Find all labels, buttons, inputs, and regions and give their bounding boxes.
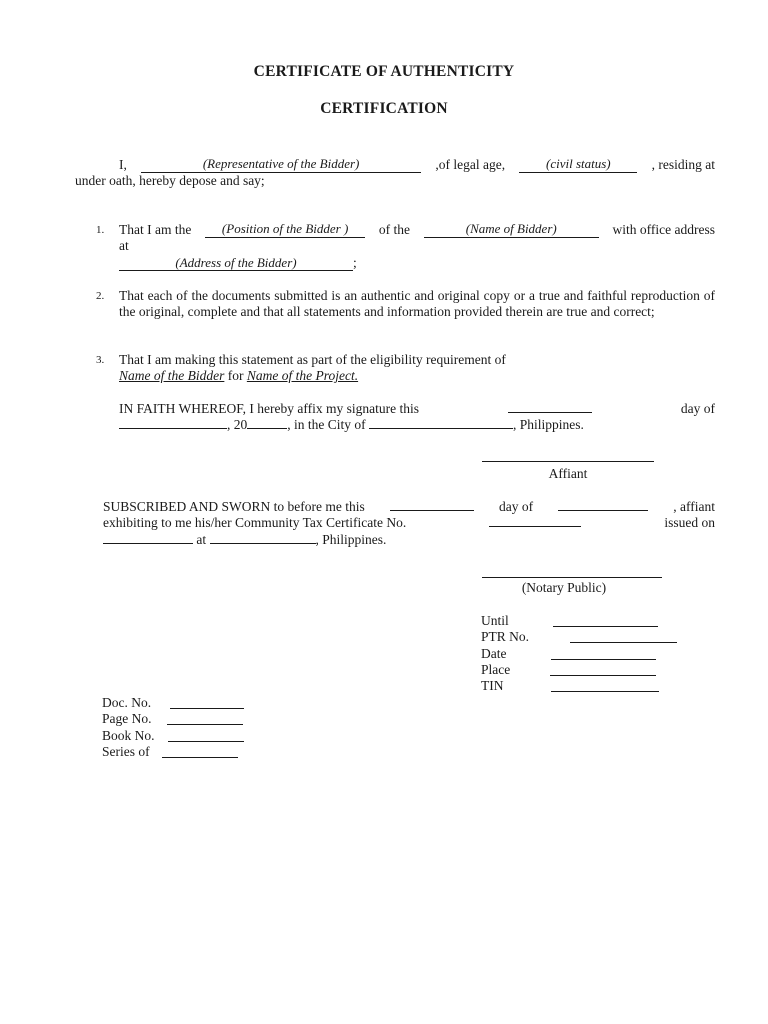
sworn-end: , Philippines.	[315, 531, 387, 547]
series-of-blank[interactable]	[162, 757, 238, 758]
item-3-for: for	[227, 368, 244, 384]
faith-day-of: day of	[680, 401, 715, 416]
affiant-signature-line[interactable]	[482, 461, 654, 462]
intro-line-2: under oath, hereby depose and say;	[75, 173, 265, 189]
sworn-text-b: exhibiting to me his/her Community Tax Certificate No.	[103, 515, 407, 531]
ctc-number-blank[interactable]	[489, 515, 581, 527]
item-1-end: ;	[353, 254, 357, 270]
doc-field-label: Page No.	[102, 711, 152, 726]
page-no-blank[interactable]	[167, 724, 243, 725]
signature-year-blank[interactable]	[247, 417, 287, 429]
notary-field-label: Date	[481, 646, 507, 661]
ctc-date-blank[interactable]	[103, 532, 193, 544]
ctc-place-blank[interactable]	[210, 532, 316, 544]
intro-legal-age: ,of legal age,	[435, 157, 506, 172]
signature-month-blank[interactable]	[119, 417, 227, 429]
doc-field-label: Book No.	[102, 728, 155, 743]
doc-field-book-no	[102, 728, 155, 744]
sworn-month-blank[interactable]	[558, 499, 648, 511]
doc-field-doc-no	[102, 695, 151, 711]
notary-field-until	[481, 613, 509, 629]
item-3-number: 3.	[96, 354, 105, 366]
faith-line-1	[119, 401, 715, 417]
notary-label: (Notary Public)	[521, 580, 607, 595]
doc-field-page-no	[102, 711, 152, 727]
sworn-line-3	[103, 532, 715, 548]
notary-field-label: Place	[481, 662, 511, 677]
doc-field-label: Doc. No.	[102, 695, 152, 710]
representative-blank[interactable]: (Representative of the Bidder)	[141, 157, 421, 173]
item-2-number: 2.	[96, 290, 105, 302]
doc-field-label: Series of	[102, 744, 150, 759]
signature-city-blank[interactable]	[369, 417, 513, 429]
doc-no-blank[interactable]	[170, 708, 244, 709]
notary-field-label: TIN	[481, 678, 504, 693]
item-3-line-2	[119, 368, 715, 384]
item-3-name-bidder: Name of the Bidder	[119, 368, 225, 384]
item-1-line-1	[119, 222, 715, 238]
affiant-label: Affiant	[548, 466, 588, 481]
sworn-at: at	[196, 531, 207, 547]
signature-day-blank[interactable]	[508, 401, 592, 413]
faith-end: , Philippines.	[513, 417, 584, 433]
sworn-day-blank[interactable]	[390, 499, 474, 511]
item-1-text-a: That I am the	[119, 222, 192, 237]
date-blank[interactable]	[551, 659, 656, 660]
book-no-blank[interactable]	[168, 741, 244, 742]
intro-residing: , residing at	[651, 157, 715, 172]
item-1-of-the: of the	[378, 222, 410, 237]
until-blank[interactable]	[553, 626, 658, 627]
document-title: CERTIFICATE OF AUTHENTICITY	[253, 63, 515, 80]
address-blank[interactable]: (Address of the Bidder)	[119, 256, 353, 271]
item-1-number: 1.	[96, 224, 105, 236]
faith-city: , in the City of	[287, 417, 366, 433]
intro-prefix: I,	[119, 157, 127, 172]
notary-field-tin	[481, 678, 504, 694]
item-2-paragraph: That each of the documents submitted is an authentic and original copy or a true and faithful reproduction of the original, complete and that all statements and information provided therein are true and correct;	[119, 288, 715, 320]
notary-field-label: PTR No.	[481, 629, 530, 644]
tin-blank[interactable]	[551, 691, 659, 692]
sworn-paragraph	[103, 499, 715, 548]
notary-field-date	[481, 646, 506, 662]
intro-paragraph	[75, 157, 715, 190]
faith-text-a: IN FAITH WHEREOF, I hereby affix my signature this	[119, 401, 419, 416]
intro-line-1	[75, 157, 715, 173]
faith-year: , 20	[227, 417, 248, 433]
sworn-day-of: day of	[498, 499, 534, 514]
sworn-line-2	[103, 515, 715, 531]
sworn-affiant: , affiant	[673, 499, 715, 514]
civil-status-blank[interactable]: (civil status)	[519, 157, 637, 173]
place-blank[interactable]	[550, 675, 656, 676]
notary-signature-line[interactable]	[482, 577, 662, 578]
item-3-line-1	[119, 352, 715, 368]
item-3-paragraph	[119, 352, 715, 385]
item-3-project: Name of the Project.	[246, 368, 359, 384]
faith-line-2	[119, 417, 715, 433]
position-blank[interactable]: (Position of the Bidder )	[205, 222, 365, 238]
faith-paragraph	[119, 401, 715, 434]
bidder-name-blank[interactable]: (Name of Bidder)	[424, 222, 599, 238]
document-subtitle: CERTIFICATION	[320, 100, 448, 117]
sworn-text-a: SUBSCRIBED AND SWORN to before me this	[103, 499, 365, 514]
sworn-line-1	[103, 499, 715, 515]
item-1-office: with office address	[612, 222, 715, 237]
notary-field-ptr	[481, 629, 529, 645]
ptr-blank[interactable]	[570, 642, 677, 643]
item-3-text-a: That I am making this statement as part of the eligibility requirement of	[119, 352, 506, 367]
notary-field-label: Until	[481, 613, 509, 628]
sworn-issued: issued on	[664, 515, 715, 531]
notary-field-place	[481, 662, 510, 678]
item-1-paragraph	[119, 222, 715, 271]
item-1-at: at	[119, 238, 129, 254]
doc-field-series-of	[102, 744, 150, 760]
